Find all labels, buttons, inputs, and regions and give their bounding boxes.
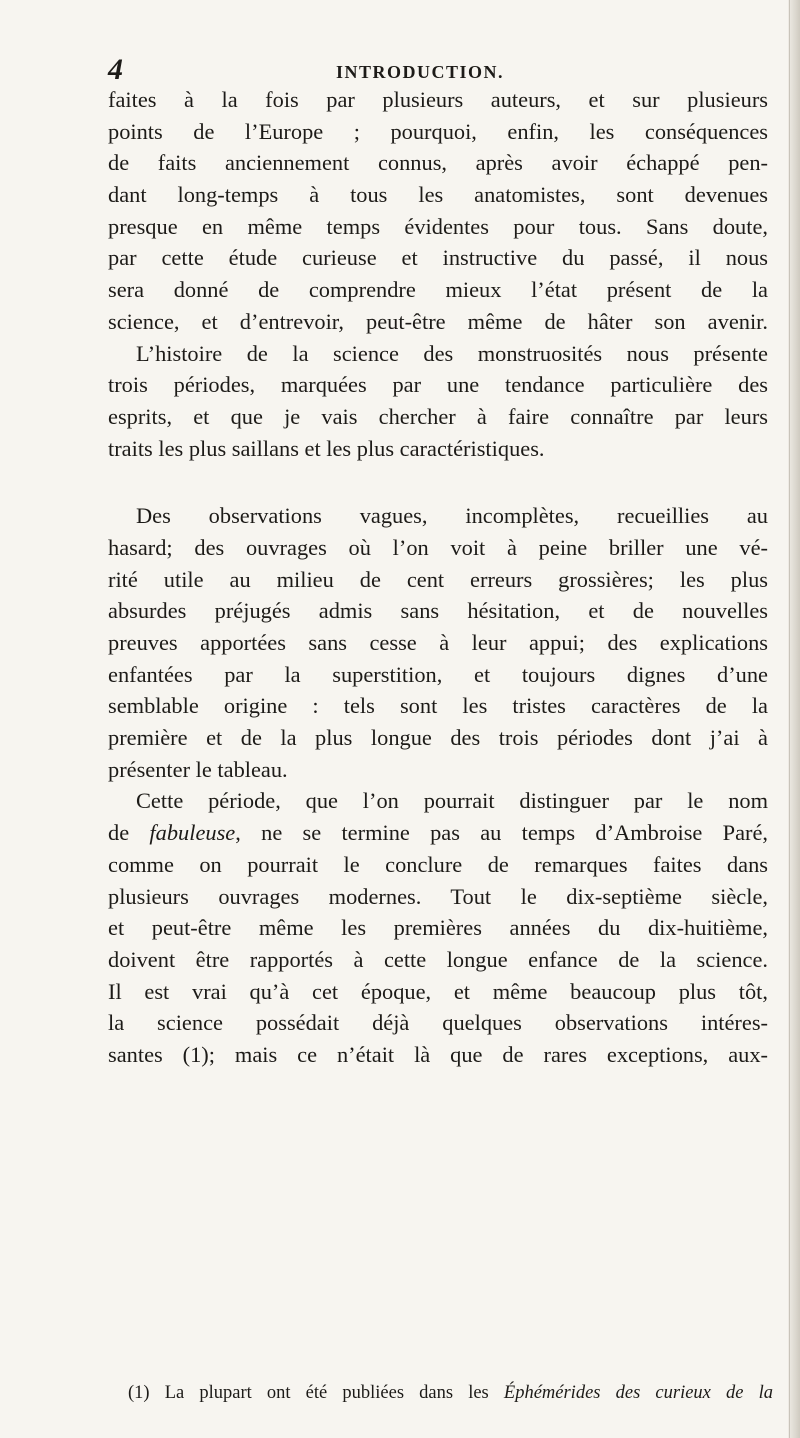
- text-line: rité utile au milieu de cent erreurs grossières; les plus: [108, 566, 768, 592]
- footnote-marker: (1): [128, 1383, 150, 1403]
- text-line: plusieurs ouvrages modernes. Tout le dix-septième siècle,: [108, 883, 768, 909]
- body-text: [108, 84, 768, 1071]
- text-line: faites à la fois par plusieurs auteurs, et sur plusieurs: [108, 87, 768, 112]
- text-line: presque en même temps évidentes pour tous. Sans doute,: [108, 213, 768, 239]
- text-line: absurdes préjugés admis sans hésitation, et de nouvelles: [108, 598, 768, 624]
- paragraph: [108, 338, 768, 465]
- text-line: Cette période, que l’on pourrait distinguer par le nom: [136, 788, 768, 814]
- text-segment: , ne se termine pas au temps d’Ambroise Paré,: [235, 820, 769, 846]
- text-line: semblable origine : tels sont les tristes caractères de la: [108, 693, 768, 719]
- text-line: de faits anciennement connus, après avoir échappé pen-: [108, 150, 768, 176]
- text-line: Des observations vagues, incomplètes, recueillies au: [136, 503, 768, 529]
- footnote-text: La plupart ont été publiées dans les: [149, 1383, 504, 1403]
- text-line: science, et d’entrevoir, peut-être même de hâter son avenir.: [108, 308, 768, 334]
- page-edge-line: [789, 0, 790, 1438]
- text-line: enfantées par la superstition, et toujours dignes d’une: [108, 661, 768, 687]
- footnote-italic-title: Éphémérides des curieux de la: [503, 1383, 773, 1403]
- text-line: et peut-être même les premières années du dix-huitième,: [108, 915, 768, 941]
- footnote: [128, 1381, 773, 1405]
- text-line: [108, 817, 768, 849]
- text-line: hasard; des ouvrages où l’on voit à peine briller une vé-: [108, 534, 768, 560]
- text-line: présenter le tableau.: [108, 756, 288, 782]
- paragraph: [108, 84, 768, 338]
- paragraph: [108, 785, 768, 1070]
- running-title: INTRODUCTION.: [336, 62, 505, 82]
- page-number: 4: [108, 53, 123, 86]
- text-line: Il est vrai qu’à cet époque, et même beaucoup plus tôt,: [108, 978, 768, 1004]
- text-line: comme on pourrait le conclure de remarques faites dans: [108, 851, 768, 877]
- text-line: points de l’Europe ; pourquoi, enfin, les conséquences: [108, 118, 768, 144]
- text-line: preuves apportées sans cesse à leur appui; des explications: [108, 630, 768, 655]
- text-segment: de: [108, 820, 150, 846]
- paragraph: [108, 500, 768, 785]
- text-line: trois périodes, marquées par une tendance particulière des: [108, 372, 768, 398]
- text-line: première et de la plus longue des trois périodes dont j’ai à: [108, 725, 768, 751]
- text-line: par cette étude curieuse et instructive du passé, il nous: [108, 245, 768, 271]
- text-line: sera donné de comprendre mieux l’état présent de la: [108, 277, 768, 303]
- text-line: L’histoire de la science des monstruosités nous présente: [136, 340, 768, 366]
- text-line: dant long-temps à tous les anatomistes, sont devenues: [108, 182, 768, 208]
- text-line: esprits, et que je vais chercher à faire connaître par leurs: [108, 403, 768, 429]
- text-line: la science possédait déjà quelques observations intéres-: [108, 1010, 768, 1036]
- text-line: traits les plus saillans et les plus caractéristiques.: [108, 435, 545, 461]
- text-line: doivent être rapportés à cette longue enfance de la science.: [108, 946, 768, 972]
- italic-term: fabuleuse: [149, 820, 236, 846]
- text-line: santes (1); mais ce n’était là que de rares exceptions, aux-: [108, 1041, 768, 1067]
- paragraph-gap: [108, 464, 768, 500]
